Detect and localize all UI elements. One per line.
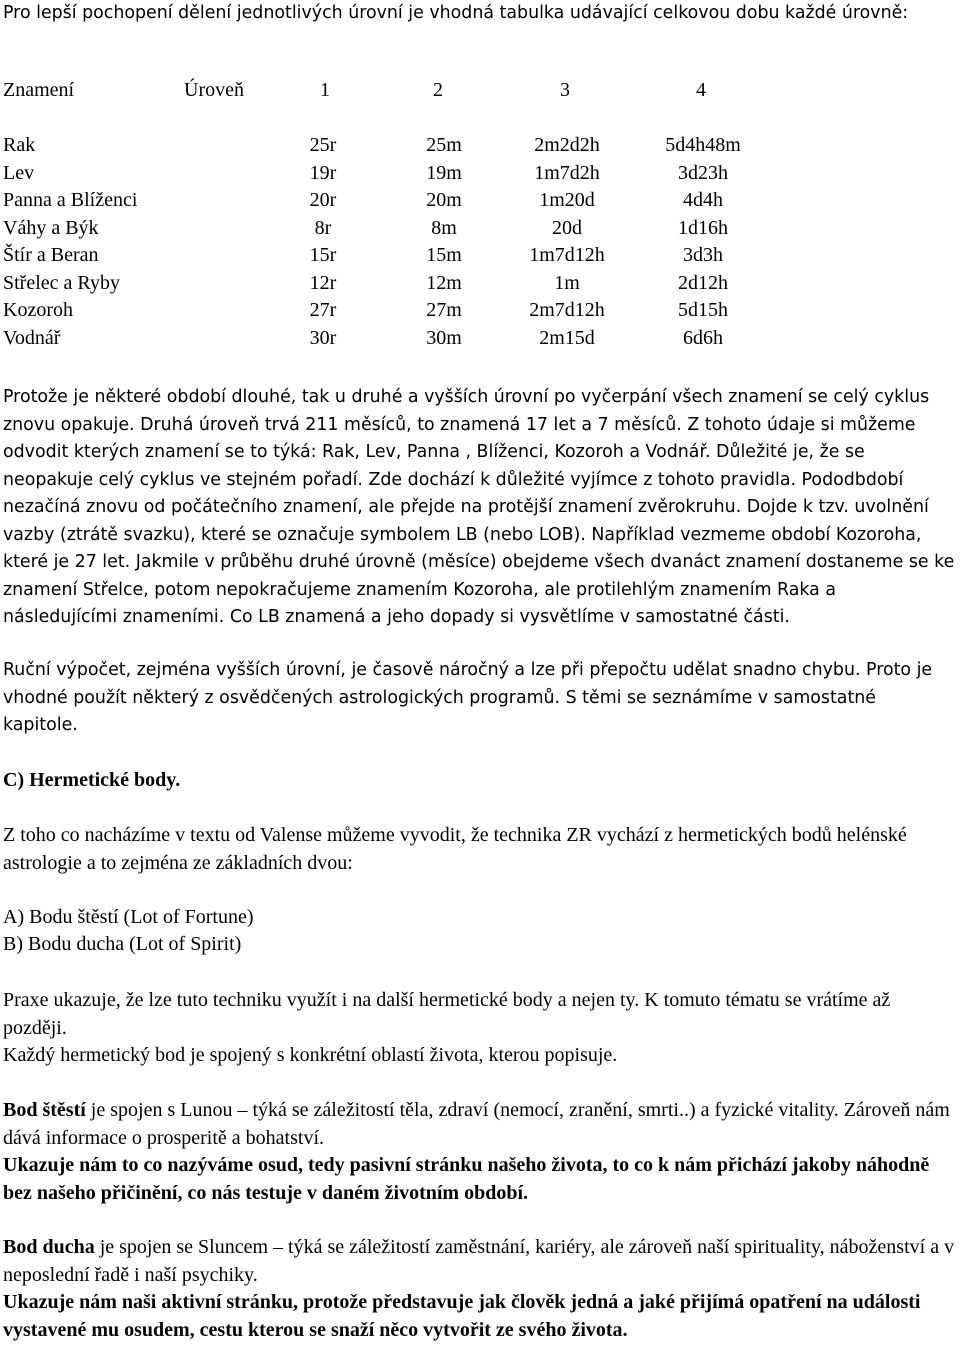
table-duration-cell: 30r: [309, 326, 337, 349]
table-header-cell: Úroveň: [184, 79, 244, 101]
table-duration-cell: 6d6h: [683, 326, 723, 349]
paragraph-valens: Z toho co nacházíme v textu od Valense můžeme vyvodit, že technika ZR vychází z hermetických bodů helénské astrologie a to zejména ze základních dvou:: [3, 824, 907, 874]
table-sign-cell: Střelec a Ryby: [3, 271, 120, 294]
section-heading: C) Hermetické body.: [3, 769, 181, 791]
bod-ducha-description: je spojen se Sluncem – týká se záležitostí zaměstnání, kariéry, ale zároveň naší spirituality, náboženství a v neposlední řadě i naší psychiky.: [3, 1236, 955, 1286]
paragraph-cycle-explanation: Protože je některé období dlouhé, tak u druhé a vyšších úrovní po vyčerpání všech znamení se celý cyklus znovu opakuje. Druhá úroveň trvá 211 měsíců, to znamená 17 let a 7 měsíců. Z tohoto údaje si můžeme odvodit kterých znamení se to týká: Rak, Lev, Panna , Blíženci, Kozoroh a Vodnář. Důležité je, že se neopakuje celý cyklus ve stejném pořadí. Zde dochází k důležité vyjímce z tohoto pravidla. Pododbdobí nezačíná znovu od počátečního znamení, ale přejde na protější znamení zvěrokruhu. Dojde k tzv. uvolnění vazby (ztrátě svazku), které se označuje symbolem LB (nebo LOB). Například vezmeme období Kozoroha, které je 27 let. Jakmile v průběhu druhé úrovně (měsíce) obejdeme všech dvanáct znamení dostaneme se ke znamení Střelce, potom nepokračujeme znamením Kozoroha, ale protilehlým znamením Raka a následujícími znameními. Co LB znamená a jeho dopady si vysvětlíme v samostatné části.: [3, 387, 955, 627]
table-duration-cell: 2d12h: [678, 271, 728, 294]
table-duration-cell: 4d4h: [683, 189, 723, 211]
list-item-lot-of-spirit: B) Bodu ducha (Lot of Spirit): [3, 933, 242, 955]
table-header-cell: 4: [696, 79, 706, 101]
table-duration-cell: 19m: [426, 161, 462, 184]
table-duration-cell: 25r: [309, 134, 337, 156]
table-duration-cell: 3d23h: [678, 161, 728, 184]
table-duration-cell: 1m7d12h: [529, 244, 605, 266]
table-row: [3, 325, 958, 353]
table-duration-cell: 2m7d12h: [529, 299, 605, 321]
level-duration-table: [3, 77, 958, 352]
paragraph-bod-stesti: [3, 1097, 955, 1152]
table-row: [3, 297, 958, 325]
table-duration-cell: 1m7d2h: [534, 161, 600, 184]
table-duration-cell: 15r: [309, 244, 337, 266]
paragraph-bod-ducha-bold: Ukazuje nám naši aktivní stránku, protože představuje jak člověk jedná a jaké přijímá opatření na události vystavené mu osudem, cestu kterou se snaží něco vytvořit ze svého života.: [3, 1291, 921, 1341]
list-item-lot-of-fortune: A) Bodu štěstí (Lot of Fortune): [3, 906, 254, 928]
term-bod-stesti: Bod štěstí: [3, 1099, 86, 1121]
table-duration-cell: 20r: [309, 189, 337, 211]
table-duration-cell: 5d15h: [678, 299, 728, 321]
table-duration-cell: 2m2d2h: [534, 134, 600, 156]
paragraph-bod-stesti-bold: Ukazuje nám to co nazýváme osud, tedy pasivní stránku našeho života, to co k nám přichází jakoby náhodně bez našeho přičinění, co nás testuje v daném životním období.: [3, 1154, 930, 1204]
table-header-cell: Znamení: [3, 79, 75, 101]
table-duration-cell: 30m: [426, 326, 462, 349]
table-duration-cell: 15m: [426, 244, 462, 266]
table-row: [3, 215, 958, 243]
table-duration-cell: 12m: [426, 271, 462, 294]
paragraph-manual-calculation: Ruční výpočet, zejména vyšších úrovní, je časově náročný a lze při přepočtu udělat snadno chybu. Proto je vhodné použít některý z osvědčených astrologických programů. S těmi se seznámíme v samostatné kapitole.: [3, 660, 933, 735]
table-sign-cell: Rak: [3, 134, 36, 156]
table-duration-cell: 12r: [309, 271, 337, 294]
table-sign-cell: Lev: [3, 161, 35, 184]
table-duration-cell: 1m20d: [539, 189, 595, 211]
table-sign-cell: Vodnář: [3, 326, 61, 349]
term-bod-ducha: Bod ducha: [3, 1236, 95, 1258]
paragraph-life-area: Každý hermetický bod je spojený s konkrétní oblastí života, kterou popisuje.: [3, 1044, 618, 1066]
table-duration-cell: 27m: [426, 299, 462, 321]
table-duration-cell: 1m: [554, 271, 580, 294]
table-duration-cell: 8m: [431, 216, 457, 239]
table-header-cell: 3: [560, 79, 570, 101]
table-row: [3, 132, 958, 160]
table-header-cell: 1: [320, 79, 330, 101]
table-duration-cell: 8r: [314, 216, 332, 239]
table-row: [3, 160, 958, 188]
table-duration-cell: 25m: [426, 134, 462, 156]
table-header-row: [3, 77, 958, 105]
table-duration-cell: 20m: [426, 189, 462, 211]
intro-paragraph: Pro lepší pochopení dělení jednotlivých úrovní je vhodná tabulka udávající celkovou dobu každé úrovně:: [3, 3, 909, 23]
table-header-cell: 2: [433, 79, 443, 101]
table-duration-cell: 1d16h: [678, 216, 728, 239]
table-sign-cell: Kozoroh: [3, 299, 73, 321]
table-duration-cell: 2m15d: [539, 326, 595, 349]
bod-stesti-description: je spojen s Lunou – týká se záležitostí těla, zdraví (nemocí, zranění, smrti..) a fyzické vitality. Zároveň nám dává informace o prosperitě a bohatství.: [3, 1099, 950, 1149]
table-sign-cell: Váhy a Býk: [3, 216, 99, 239]
table-duration-cell: 27r: [309, 299, 337, 321]
table-row: [3, 242, 958, 270]
table-row: [3, 187, 958, 215]
table-duration-cell: 5d4h48m: [665, 134, 741, 156]
table-row: [3, 270, 958, 298]
table-duration-cell: 3d3h: [683, 244, 723, 266]
table-duration-cell: 19r: [309, 161, 337, 184]
table-sign-cell: Štír a Beran: [3, 244, 99, 266]
paragraph-practice: Praxe ukazuje, že lze tuto techniku využít i na další hermetické body a nejen ty. K tomuto tématu se vrátíme až později.: [3, 989, 891, 1039]
table-sign-cell: Panna a Blíženci: [3, 189, 138, 211]
table-body: [3, 132, 958, 352]
table-duration-cell: 20d: [552, 216, 582, 239]
paragraph-bod-ducha: [3, 1234, 955, 1289]
